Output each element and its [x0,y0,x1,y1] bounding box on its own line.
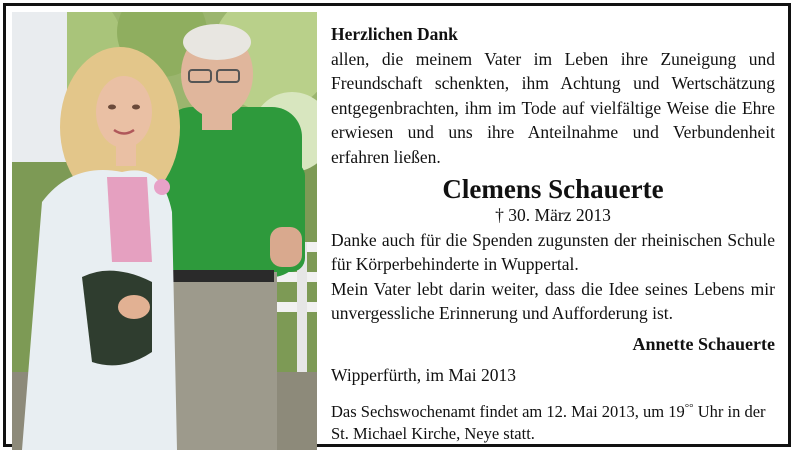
service-time-superscript: °° [684,402,694,415]
notice-text [331,22,775,445]
deceased-name: Clemens Schauerte [442,173,664,204]
service-notice [331,397,775,445]
legacy-paragraph: Mein Vater lebt darin weiter, dass die Idee seines Lebens mir unvergessliche Erinnerung und Aufforderung ist. [331,278,775,324]
obituary-notice-frame [3,3,791,447]
place-date: Wipperfürth, im Mai 2013 [331,364,516,385]
death-date: † 30. März 2013 [495,204,611,225]
thanks-paragraph: allen, die meinem Vater im Leben ihre Zuneigung und Freundschaft schenkten, ihm Achtung und Wertschätzung entgegenbrachten, ihm im Tode auf vielfältige Weise die Ehre erwiesen und uns ihre Anteilnahme und Verbundenheit erfahren ließen. [331,48,775,167]
family-photo [12,12,317,450]
donation-paragraph: Danke auch für die Spenden zugunsten der rheinischen Schule für Körperbehinderte in Wuppertal. [331,229,775,275]
signature: Annette Schauerte [632,333,775,354]
thanks-heading: Herzlichen Dank [331,24,458,44]
photo-illustration [12,12,317,450]
service-text-start: Das Sechswochenamt findet am 12. Mai 2013, um 19 [331,402,685,422]
service-text-end: Uhr in der St. Michael Kirche, Neye statt. [331,402,766,444]
